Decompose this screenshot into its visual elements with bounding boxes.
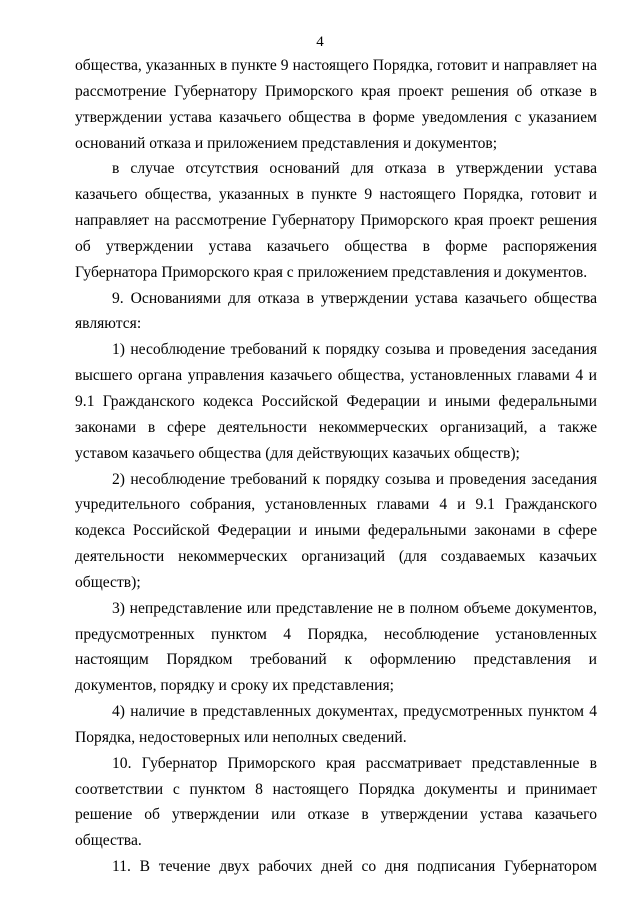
document-body (75, 53, 597, 880)
paragraph-subitem-3: 3) непредставление или представление не в полном объеме документов, предусмотренных пунктом 4 Порядка, несоблюдение установленных настоящим Порядком требований к оформлению представления и документов, порядку и сроку их представления; (75, 599, 597, 695)
paragraph-continuation: общества, указанных в пункте 9 настоящего Порядка, готовит и направляет на рассмотрение Губернатору Приморского края проект решения об отказе в утверждении устава казачьего общества в форме уведомления с указанием оснований отказа и приложением представления и документов; (75, 57, 597, 152)
paragraph-item-11: 11. В течение двух рабочих дней со дня подписания Губернатором (112, 858, 597, 876)
paragraph-subitem-2: 2) несоблюдение требований к порядку созыва и проведения заседания учредительного собрания, установленных главами 4 и 9.1 Гражданского кодекса Российской Федерации и иными федеральными законами в сфере деятельности некоммерческих организаций (для создаваемых казачьих обществ); (75, 470, 597, 591)
page-number: 4 (316, 34, 324, 50)
paragraph-subitem-4: 4) наличие в представленных документах, предусмотренных пунктом 4 Порядка, недостоверных или неполных сведений. (75, 703, 597, 746)
paragraph-item-10: 10. Губернатор Приморского края рассматривает представленные в соответствии с пунктом 8 настоящего Порядка документы и принимает решение об утверждении или отказе в утверждении устава казачьего общества. (75, 754, 597, 850)
paragraph: в случае отсутствия оснований для отказа в утверждении устава казачьего общества, указанных в пункте 9 настоящего Порядка, готовит и направляет на рассмотрение Губернатору Приморского края проект решения об утверждении устава казачьего общества в форме распоряжения Губернатора Приморского края с приложением представления и документов. (75, 160, 597, 281)
paragraph-item-9: 9. Основаниями для отказа в утверждении устава казачьего общества являются: (75, 289, 597, 333)
paragraph-subitem-1: 1) несоблюдение требований к порядку созыва и проведения заседания высшего органа управления казачьего общества, установленных главами 4 и 9.1 Гражданского кодекса Российской Федерации и иными федеральными законами в сфере деятельности некоммерческих организаций, а также уставом казачьего общества (для действующих казачьих обществ); (75, 341, 597, 462)
